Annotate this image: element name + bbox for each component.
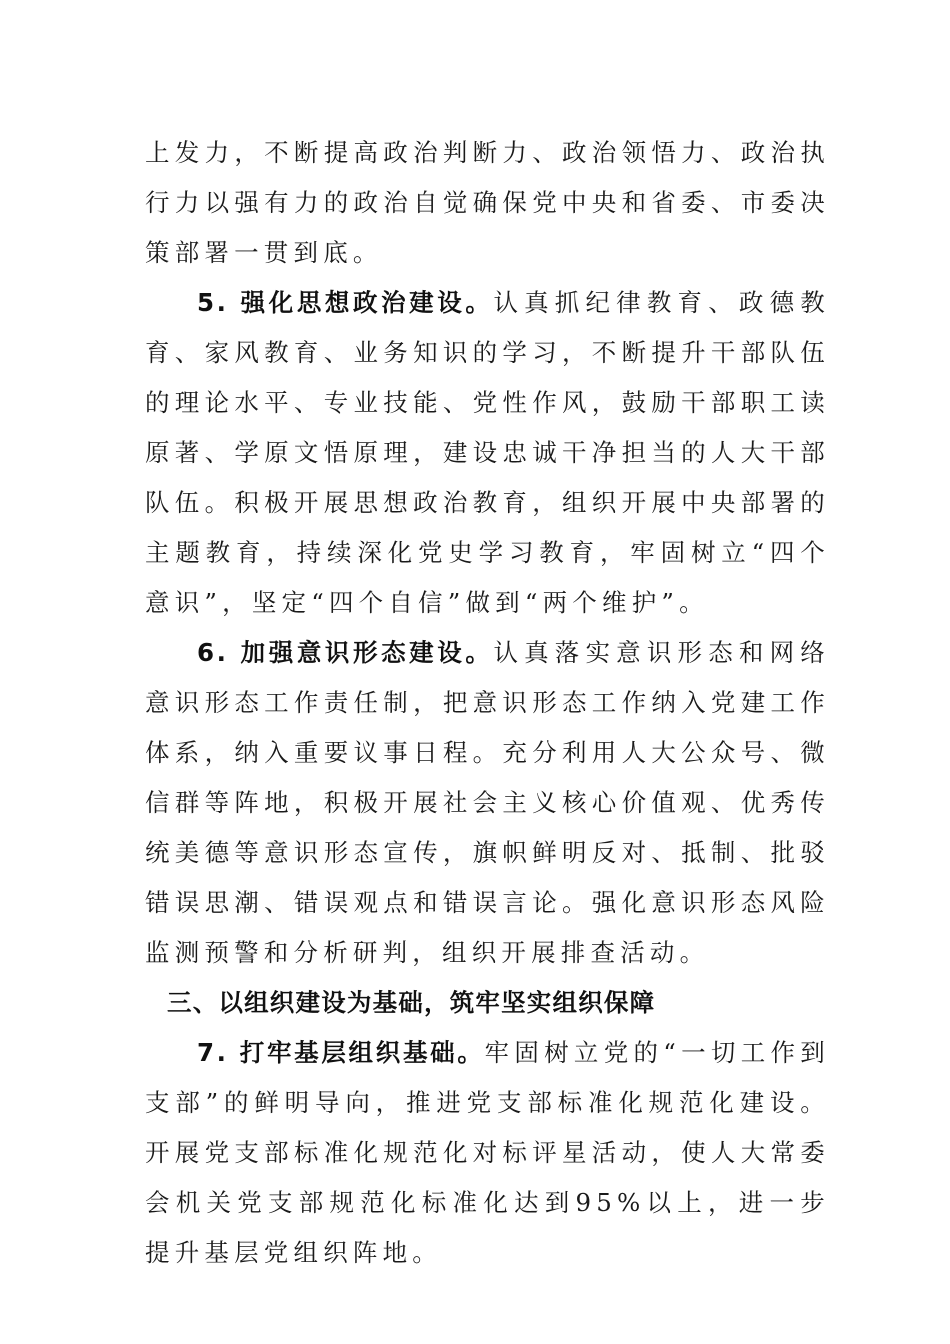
paragraph-item-6 [145, 628, 830, 978]
paragraph-continuation [145, 128, 830, 278]
section-heading: 三、以组织建设为基础，筑牢坚实组织保障 [167, 988, 656, 1017]
paragraph-lead-heading: 7. 打牢基层组织基础。 [197, 1038, 485, 1067]
paragraph-item-7 [145, 1028, 830, 1278]
paragraph-text: 认真抓纪律教育、政德教育、家风教育、业务知识的学习，不断提升干部队伍的理论水平、专业技能、党性作风，鼓励干部职工读原著、学原文悟原理，建设忠诚干净担当的人大干部队伍。积极开展思想政治教育，组织开展中央部署的主题教育，持续深化党史学习教育，牢固树立“四个意识”，坚定“四个自信”做到“两个维护”。 [145, 288, 830, 617]
paragraph-lead-heading: 5. 强化思想政治建设。 [197, 288, 494, 317]
paragraph-text: 牢固树立党的“一切工作到支部”的鲜明导向，推进党支部标准化规范化建设。开展党支部标准化规范化对标评星活动，使人大常委会机关党支部规范化标准化达到95%以上，进一步提升基层党组织阵地。 [145, 1038, 830, 1267]
document-body [145, 128, 830, 1278]
paragraph-item-5 [145, 278, 830, 628]
paragraph-text: 认真落实意识形态和网络意识形态工作责任制，把意识形态工作纳入党建工作体系，纳入重要议事日程。充分利用人大公众号、微信群等阵地，积极开展社会主义核心价值观、优秀传统美德等意识形态宣传，旗帜鲜明反对、抵制、批驳错误思潮、错误观点和错误言论。强化意识形态风险监测预警和分析研判，组织开展排查活动。 [145, 638, 830, 967]
paragraph-text: 上发力，不断提高政治判断力、政治领悟力、政治执行力以强有力的政治自觉确保党中央和省委、市委决策部署一贯到底。 [145, 138, 830, 267]
paragraph-lead-heading: 6. 加强意识形态建设。 [197, 638, 494, 667]
